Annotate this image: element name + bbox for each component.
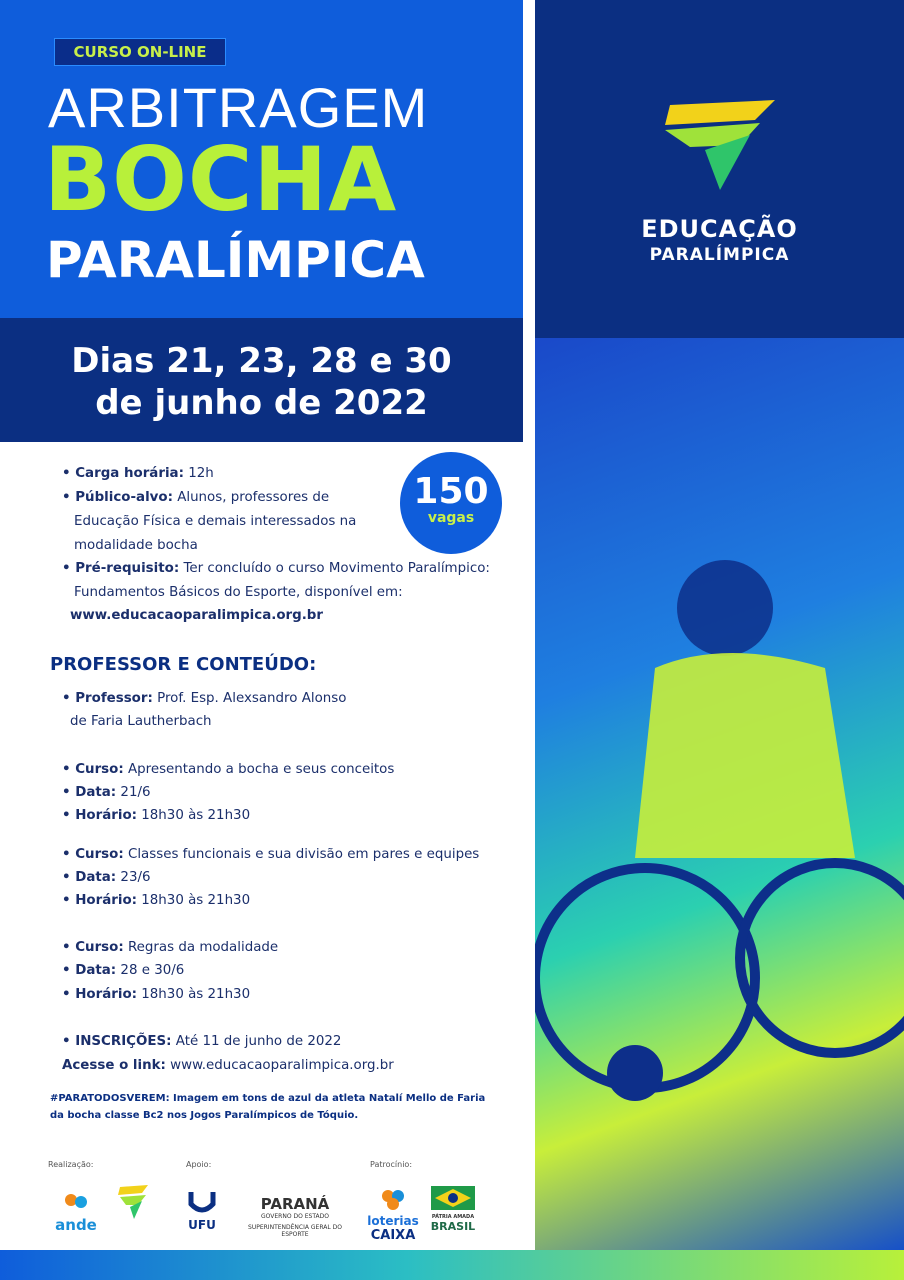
- clover-icon: [380, 1188, 406, 1210]
- course-line: • Horário: 18h30 às 21h30: [62, 987, 251, 1002]
- course-line: • Curso: Classes funcionais e sua divisão em pares e equipes: [62, 847, 480, 862]
- loterias-caixa-logo: [366, 1188, 420, 1243]
- loterias-text: loterias: [367, 1214, 419, 1228]
- bottom-gradient-bar: [0, 1250, 904, 1280]
- date-line-1: Dias 21, 23, 28 e 30: [71, 341, 452, 381]
- vagas-number: 150: [413, 471, 489, 512]
- info-line: • Carga horária: 12h: [62, 466, 214, 481]
- paratodosverem-text: [50, 1090, 485, 1124]
- inscricoes-link[interactable]: Acesse o link: www.educacaoparalimpica.org.br: [62, 1058, 394, 1073]
- info-line: • Pré-requisito: Ter concluído o curso Movimento Paralímpico:: [62, 561, 490, 576]
- parana-logo: [240, 1195, 350, 1238]
- ande-icon: [61, 1190, 91, 1212]
- brasil-logo: [430, 1186, 476, 1233]
- footer-apoio-label: Apoio:: [186, 1160, 212, 1169]
- para-line-1: #PARATODOSVEREM: Imagem em tons de azul da atleta Natalí Mello de Faria: [50, 1093, 486, 1104]
- brand-text: [535, 215, 904, 265]
- info-line: • Público-alvo: Alunos, professores de: [62, 490, 330, 505]
- parana-text: PARANÁ: [260, 1195, 330, 1213]
- ufu-icon: [187, 1190, 217, 1214]
- ande-logo: [48, 1190, 104, 1234]
- footer-realizacao-label: Realização:: [48, 1160, 94, 1169]
- parana-sub: GOVERNO DO ESTADO: [261, 1213, 329, 1220]
- course-line: • Curso: Regras da modalidade: [62, 940, 279, 955]
- course-line: • Data: 23/6: [62, 870, 151, 885]
- course-line: • Curso: Apresentando a bocha e seus conceitos: [62, 762, 395, 777]
- para-line-2: da bocha classe Bc2 nos Jogos Paralímpicos de Tóquio.: [50, 1110, 359, 1121]
- info-line: modalidade bocha: [74, 538, 198, 553]
- info-line: Fundamentos Básicos do Esporte, disponível em:: [74, 585, 403, 600]
- date-band: [0, 318, 523, 442]
- course-line: • Horário: 18h30 às 21h30: [62, 893, 251, 908]
- brand-line-2: PARALÍMPICA: [649, 245, 790, 265]
- course-line: • Horário: 18h30 às 21h30: [62, 808, 251, 823]
- vagas-label: vagas: [427, 510, 475, 526]
- parana-sub2: SUPERINTENDÊNCIA GERAL DO ESPORTE: [248, 1224, 342, 1238]
- brasil-text: BRASIL: [430, 1220, 476, 1233]
- footer-patrocinio-label: Patrocínio:: [370, 1160, 413, 1169]
- professor-line: • Professor: Prof. Esp. Alexsandro Alonso: [62, 691, 347, 706]
- cbp-logo-icon: [118, 1185, 150, 1227]
- ande-text: ande: [55, 1216, 97, 1234]
- ufu-logo: [186, 1190, 218, 1232]
- professor-line: de Faria Lautherbach: [70, 714, 212, 729]
- course-line: • Data: 21/6: [62, 785, 151, 800]
- vagas-badge: [400, 452, 502, 554]
- title-bocha: BOCHA: [44, 128, 398, 231]
- info-line: Educação Física e demais interessados na: [74, 514, 357, 529]
- caixa-text: CAIXA: [370, 1228, 416, 1243]
- ufu-text: UFU: [188, 1218, 216, 1232]
- patria-text: PÁTRIA AMADA: [431, 1214, 475, 1220]
- athlete-photo: [535, 338, 904, 1250]
- educacao-paralimpica-logo-icon: [660, 95, 780, 195]
- website-link[interactable]: www.educacaoparalimpica.org.br: [70, 608, 323, 623]
- brand-line-1: EDUCAÇÃO: [641, 215, 798, 243]
- title-arbitragem: ARBITRAGEM: [48, 76, 429, 139]
- course-badge: CURSO ON-LINE: [54, 38, 226, 66]
- athlete-silhouette: [535, 338, 904, 1250]
- course-line: • Data: 28 e 30/6: [62, 963, 185, 978]
- inscricoes-line: • INSCRIÇÕES: Até 11 de junho de 2022: [62, 1034, 342, 1049]
- title-paralimpica: PARALÍMPICA: [46, 231, 425, 289]
- date-line-2: de junho de 2022: [95, 383, 428, 423]
- section-title: PROFESSOR E CONTEÚDO:: [50, 654, 317, 675]
- title-panel: [0, 0, 523, 318]
- brasil-flag-icon: [431, 1186, 475, 1210]
